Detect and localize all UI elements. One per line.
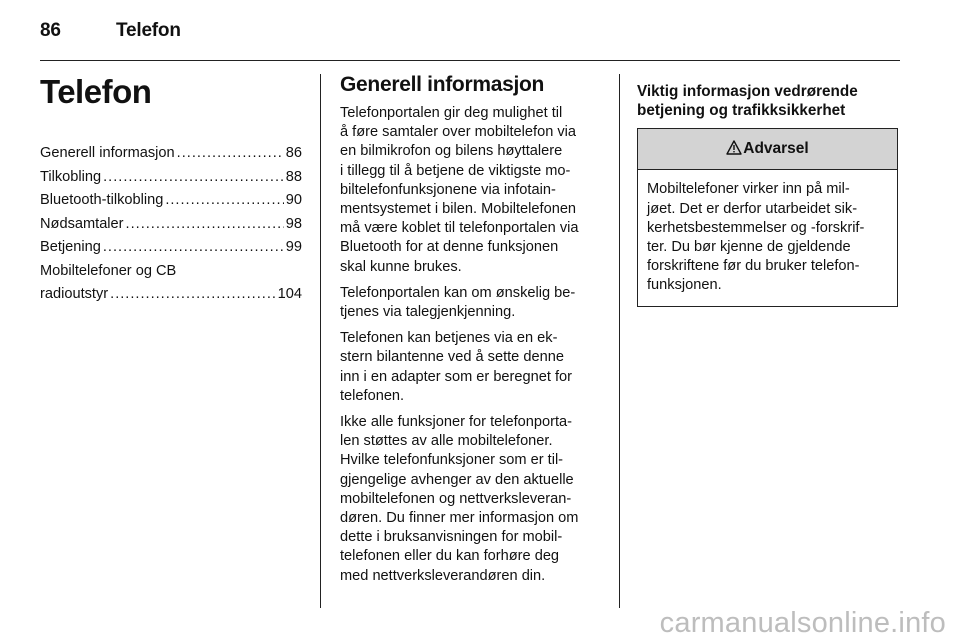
toc-entry[interactable] <box>40 166 302 190</box>
warning-text-line: kerhetsbestemmelser og -forskrif- <box>647 219 865 236</box>
text-line: dette i bruksanvisningen for mobil- <box>340 529 563 546</box>
subsection-heading <box>637 82 900 120</box>
text-line: gjengelige avhenger av den aktuelle <box>340 471 574 488</box>
toc-leader-dots <box>165 189 283 213</box>
toc-entry-label: Betjening <box>40 239 101 255</box>
text-line: telefonen eller du kan forhøre deg <box>340 548 560 565</box>
toc-leader-dots <box>126 213 284 237</box>
general-info-column <box>340 72 604 593</box>
text-line: en bilmikrofon og bilens høyttalere <box>340 143 563 160</box>
watermark: carmanualsonline.info <box>659 607 946 639</box>
warning-box <box>637 128 898 306</box>
text-line: å føre samtaler over mobiltelefon via <box>340 124 577 141</box>
toc-leader-dots <box>177 142 284 166</box>
text-line: må være koblet til telefonportalen via <box>340 220 579 237</box>
toc-entry[interactable] <box>40 213 302 237</box>
toc-entry-label-continued: radioutstyr <box>40 286 109 302</box>
text-line: len støttes av alle mobiltelefoner. <box>340 433 553 450</box>
text-line: biltelefonfunksjonene via infotain- <box>340 181 556 198</box>
text-line: Telefonen kan betjenes via en ek- <box>340 330 558 347</box>
section-title: Generell informasjon <box>340 73 545 96</box>
text-line: i tillegg til å betjene de viktigste mo- <box>340 162 571 179</box>
header-rule <box>40 60 900 61</box>
subsection-heading-line: betjening og trafikksikkerhet <box>637 102 846 120</box>
column-divider-left <box>320 74 321 608</box>
warning-title: Advarsel <box>743 140 809 158</box>
body-paragraph <box>340 329 604 406</box>
toc-entry[interactable] <box>40 260 302 307</box>
safety-column <box>637 72 900 307</box>
body-paragraph <box>340 284 604 322</box>
page-header <box>40 20 181 46</box>
subsection-heading-line: Viktig informasjon vedrørende <box>637 83 858 100</box>
text-line: mentsystemet i bilen. Mobiltelefonen <box>340 201 577 218</box>
warning-text-line: forskriftene før du bruker telefon- <box>647 258 860 275</box>
toc-entry-page: 98 <box>285 215 302 232</box>
table-of-contents <box>40 142 302 307</box>
toc-entry-label: Bluetooth-tilkobling <box>40 192 164 208</box>
toc-entry-page: 99 <box>285 239 302 255</box>
toc-entry[interactable] <box>40 189 302 213</box>
text-line: inn i en adapter som er beregnet for <box>340 368 573 385</box>
warning-text-line: ter. Du bør kjenne de gjeldende <box>647 239 851 256</box>
warning-header <box>638 129 897 170</box>
text-line: Hvilke telefonfunksjoner som er til- <box>340 452 564 469</box>
warning-text-line: Mobiltelefoner virker inn på mil- <box>647 181 850 198</box>
toc-entry-label: Tilkobling <box>40 168 102 185</box>
toc-entry-label: Mobiltelefoner og CB <box>40 262 177 279</box>
warning-text-line: funksjonen. <box>647 277 722 294</box>
column-divider-right <box>619 74 620 608</box>
text-line: Ikke alle funksjoner for telefonporta- <box>340 414 573 431</box>
toc-leader-dots <box>103 166 284 190</box>
toc-entry-page: 90 <box>285 192 302 208</box>
toc-leader-dots <box>110 283 276 307</box>
running-title: Telefon <box>116 20 181 41</box>
toc-entry[interactable] <box>40 142 302 166</box>
text-line: med nettverksleverandøren din. <box>340 567 546 584</box>
section-body <box>340 104 604 586</box>
toc-entry-page: 88 <box>285 168 302 185</box>
text-line: mobiltelefonen og nettverksleveran- <box>340 490 572 507</box>
text-line: skal kunne brukes. <box>340 258 462 275</box>
text-line: tjenes via talegjenkjenning. <box>340 304 516 321</box>
warning-body <box>638 170 897 305</box>
body-paragraph <box>340 104 604 277</box>
toc-entry-label: Nødsamtaler <box>40 215 124 232</box>
chapter-title: Telefon <box>40 73 152 110</box>
toc-entry-page: 86 <box>285 145 302 161</box>
toc-entry-page: 104 <box>277 286 302 302</box>
text-line: stern bilantenne ved å sette denne <box>340 349 564 366</box>
text-line: Telefonportalen kan om ønskelig be- <box>340 284 576 301</box>
body-paragraph <box>340 413 604 586</box>
toc-entry-label: Generell informasjon <box>40 145 175 161</box>
text-line: telefonen. <box>340 387 405 404</box>
warning-text-line: jøet. Det er derfor utarbeidet sik- <box>647 200 858 217</box>
toc-entry[interactable] <box>40 236 302 260</box>
toc-leader-dots <box>103 236 284 260</box>
warning-triangle-icon <box>726 140 742 160</box>
text-line: Bluetooth for at denne funksjonen <box>340 239 559 256</box>
text-line: Telefonportalen gir deg mulighet til <box>340 105 563 121</box>
page-number: 86 <box>40 20 61 41</box>
chapter-column <box>40 72 302 307</box>
text-line: døren. Du finner mer informasjon om <box>340 510 579 527</box>
